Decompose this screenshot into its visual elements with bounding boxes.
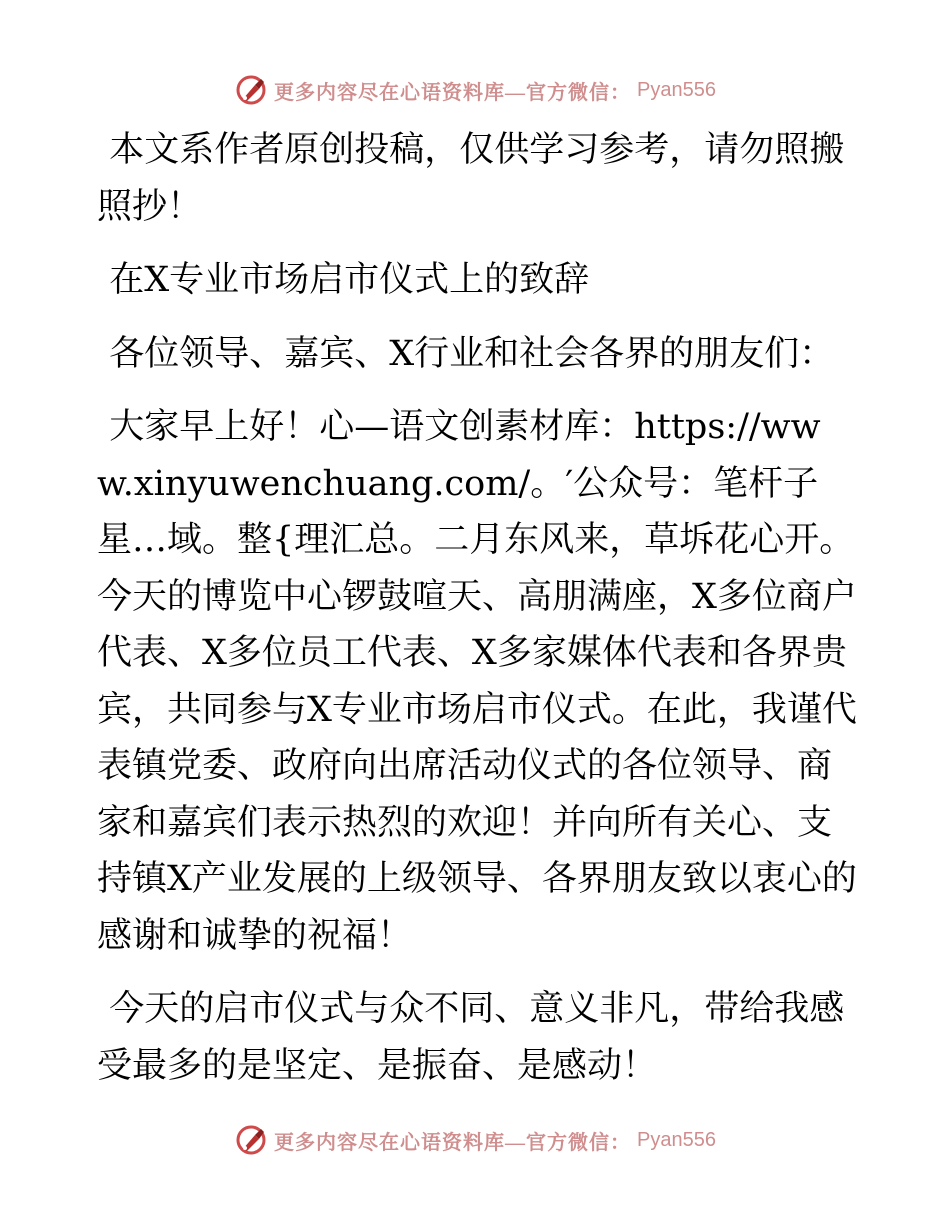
watermark-wechat-handle: Pyan556 <box>637 78 716 101</box>
footer-watermark <box>0 1120 950 1160</box>
watermark-text: 更多内容尽在心语资料库—官方微信： <box>274 1131 632 1154</box>
document-body <box>97 122 857 1111</box>
body-paragraph-2: 今天的启市仪式与众不同、意义非凡，带给我感受最多的是坚定、是振奋、是感动！ <box>97 989 845 1086</box>
body-paragraph-1: 大家早上好！心—语文创素材库：https://www.xinyuwenchuang.com/。′公众号：笔杆子星…域。整{理汇总。二月东风来，草坼花心开。今天的博览中心锣鼓喧天、高朋满座，X多位商户代表、X多位员工代表、X多家媒体代表和各界贵宾，共同参与X专业市场启市仪式。在此，我谨代表镇党委、政府向出席活动仪式的各位领导、商家和嘉宾们表示热烈的欢迎！并向所有关心、支持镇X产业发展的上级领导、各界朋友致以衷心的感谢和诚挚的祝福！ <box>97 407 857 956</box>
salutation: 各位领导、嘉宾、X行业和社会各界的朋友们： <box>109 333 835 374</box>
document-title: 在X专业市场启市仪式上的致辞 <box>109 260 590 300</box>
watermark-text: 更多内容尽在心语资料库—官方微信： <box>274 81 632 104</box>
pen-nib-logo-icon <box>234 73 268 107</box>
pen-nib-logo-icon <box>234 1123 268 1157</box>
header-watermark <box>0 70 950 110</box>
watermark-wechat-handle: Pyan556 <box>637 1128 716 1151</box>
copyright-notice: 本文系作者原创投稿，仅供学习参考，请勿照搬照抄！ <box>97 130 845 227</box>
